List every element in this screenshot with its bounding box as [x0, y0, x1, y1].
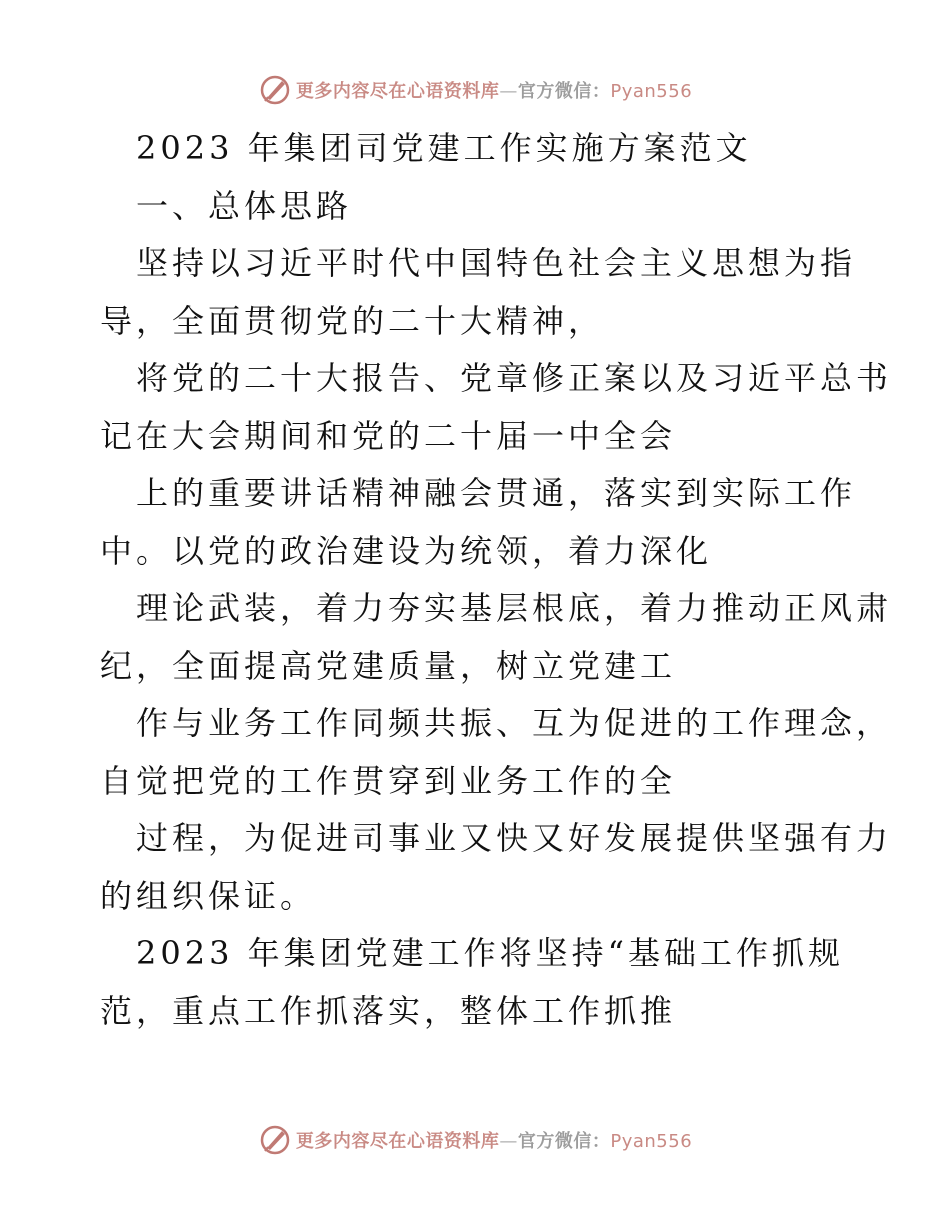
document-body	[100, 120, 893, 1040]
footer-banner-text	[296, 1127, 692, 1153]
banner-site-name: 更多内容尽在心语资料库	[295, 81, 500, 102]
header-banner	[0, 70, 950, 110]
paragraph-line: 范，重点工作抓落实，整体工作抓推	[100, 991, 677, 1030]
header-banner-text	[296, 77, 692, 103]
section-heading: 一、总体思路	[136, 186, 353, 225]
banner-wechat-id: Pyan556	[610, 81, 693, 102]
banner-wechat-id: Pyan556	[610, 1131, 693, 1152]
banner-wechat-label: 官方微信：	[517, 81, 611, 102]
banner-dash: —	[499, 1131, 518, 1152]
banner-dash: —	[499, 81, 518, 102]
paragraph-line: 2023 年集团党建工作将坚持“基础工作抓规	[136, 934, 844, 972]
paragraph-line: 理论武装，着力夯实基层根底，着力推动正风肃	[136, 589, 893, 627]
paragraph-line: 中。以党的政治建设为统领，着力深化	[100, 531, 713, 570]
paragraph-line: 纪，全面提高党建质量，树立党建工	[100, 646, 677, 685]
footer-banner	[0, 1120, 950, 1160]
quill-pen-circle-icon	[258, 73, 292, 107]
quill-pen-circle-icon	[258, 1123, 292, 1157]
paragraph-line: 过程，为促进司事业又快又好发展提供坚强有力	[136, 819, 893, 857]
paragraph-line: 自觉把党的工作贯穿到业务工作的全	[100, 761, 677, 800]
document-title: 2023 年集团司党建工作实施方案范文	[136, 129, 752, 167]
banner-site-name: 更多内容尽在心语资料库	[295, 1131, 500, 1152]
paragraph-line: 将党的二十大报告、党章修正案以及习近平总书	[136, 359, 893, 397]
paragraph-line: 的组织保证。	[100, 876, 317, 915]
paragraph-line: 记在大会期间和党的二十届一中全会	[100, 416, 677, 455]
paragraph-line: 上的重要讲话精神融会贯通，落实到实际工作	[136, 474, 857, 512]
paragraph-line: 导，全面贯彻党的二十大精神，	[100, 301, 605, 340]
banner-wechat-label: 官方微信：	[517, 1131, 611, 1152]
paragraph-line: 坚持以习近平时代中国特色社会主义思想为指	[136, 244, 857, 282]
paragraph-line: 作与业务工作同频共振、互为促进的工作理念，	[136, 704, 893, 742]
